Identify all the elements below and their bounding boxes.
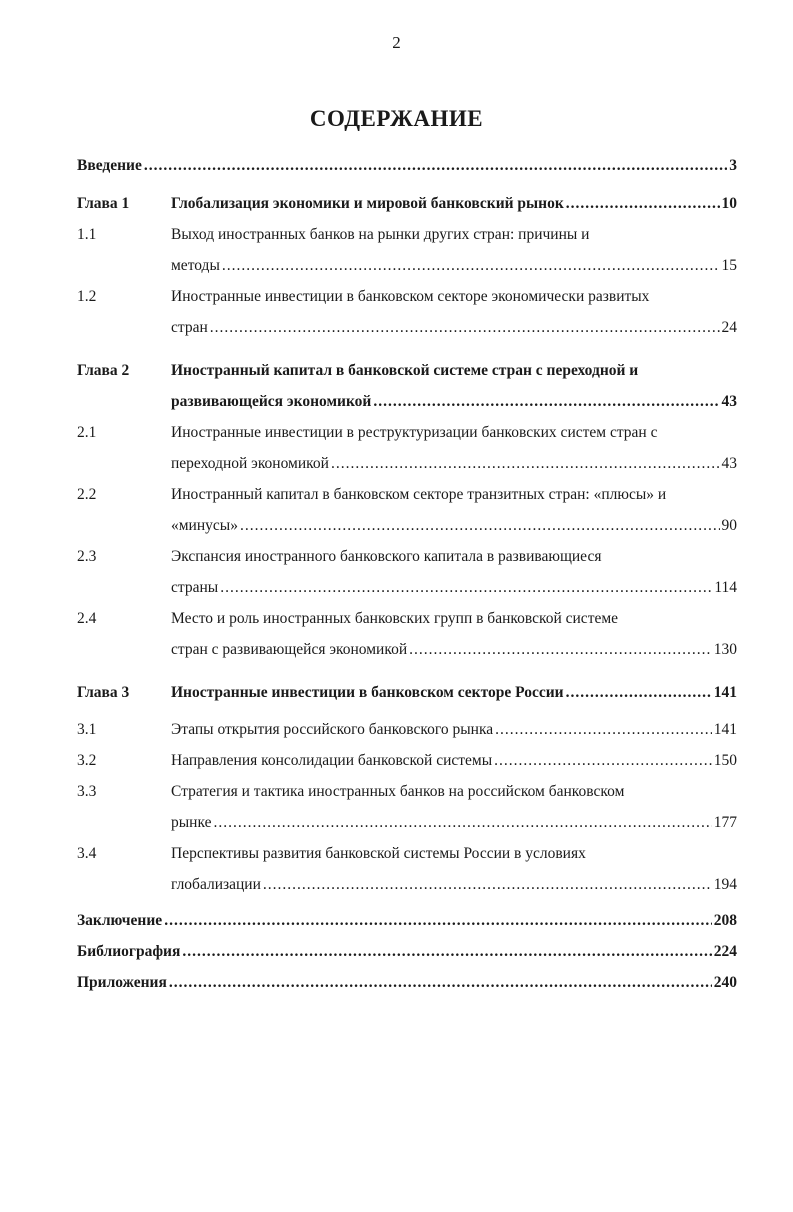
toc-entry-appendices[interactable] bbox=[77, 974, 737, 1005]
dot-leader bbox=[331, 448, 720, 479]
dot-leader bbox=[495, 714, 712, 745]
toc-entry-number: 2.1 bbox=[77, 424, 97, 441]
toc-entry-label-cont: методы bbox=[171, 257, 220, 274]
toc-entry-label: Иностранный капитал в банковской системе стран с переходной и bbox=[171, 362, 639, 379]
page-title: СОДЕРЖАНИЕ bbox=[309, 106, 484, 131]
toc-chapter-1[interactable] bbox=[77, 188, 737, 219]
dot-leader bbox=[263, 869, 712, 900]
toc-entry-number: 2.2 bbox=[77, 486, 97, 503]
toc-entry-page: 24 bbox=[721, 319, 737, 336]
toc-entry-number: 2.3 bbox=[77, 548, 97, 565]
toc-entry-label-cont: стран с развивающейся экономикой bbox=[171, 641, 408, 658]
toc-entry-page: 177 bbox=[713, 814, 737, 831]
page-number: 2 bbox=[392, 33, 401, 52]
toc-entry-label-cont: «минусы» bbox=[171, 517, 238, 534]
toc-section-2-2[interactable] bbox=[77, 479, 737, 541]
toc-entry-page: 224 bbox=[713, 943, 737, 960]
dot-leader bbox=[494, 745, 712, 776]
toc-entry-number: 3.3 bbox=[77, 783, 97, 800]
toc-entry-label-cont: развивающейся экономикой bbox=[171, 393, 372, 410]
toc-entry-label: Введение bbox=[77, 157, 142, 174]
toc-entry-page: 114 bbox=[714, 579, 737, 596]
toc-chapter-2[interactable] bbox=[77, 355, 737, 417]
toc-section-3-2[interactable] bbox=[77, 745, 737, 776]
toc-entry-number: 1.1 bbox=[77, 226, 97, 243]
toc-entry-label-cont: стран bbox=[171, 319, 208, 336]
toc-entry-label: Заключение bbox=[77, 912, 163, 929]
toc-entry-label: Стратегия и тактика иностранных банков на российском банковском bbox=[171, 783, 625, 800]
toc-entry-number: 3.1 bbox=[77, 721, 97, 738]
toc-entry-page: 141 bbox=[713, 684, 737, 701]
toc-entry-label: Глобализация экономики и мировой банковский рынок bbox=[171, 195, 564, 212]
toc-entry-number: Глава 2 bbox=[77, 362, 130, 379]
toc-entry-page: 208 bbox=[713, 912, 737, 929]
toc-entry-label: Иностранные инвестиции в банковском секторе экономически развитых bbox=[171, 288, 650, 305]
toc-entry-number: 2.4 bbox=[77, 610, 97, 627]
toc-section-3-1[interactable] bbox=[77, 714, 737, 745]
dot-leader bbox=[144, 157, 727, 175]
toc-entry-conclusion[interactable] bbox=[77, 912, 737, 943]
toc-entry-page: 141 bbox=[713, 721, 737, 738]
toc-entry-label-cont: страны bbox=[171, 579, 219, 596]
toc-entry-label: Иностранные инвестиции в реструктуризации банковских систем стран с bbox=[171, 424, 658, 441]
toc-entry-page: 15 bbox=[721, 257, 737, 274]
toc-entry-label: Место и роль иностранных банковских групп в банковской системе bbox=[171, 610, 619, 627]
toc-entry-page: 194 bbox=[713, 876, 737, 893]
toc-entry-bibliography[interactable] bbox=[77, 943, 737, 974]
toc-section-3-3[interactable] bbox=[77, 776, 737, 838]
dot-leader bbox=[409, 634, 712, 665]
toc-entry-label: Приложения bbox=[77, 974, 167, 991]
dot-leader bbox=[169, 974, 712, 992]
toc-entry-label: Направления консолидации банковской системы bbox=[171, 752, 493, 769]
toc-entry-number: Глава 3 bbox=[77, 684, 130, 701]
toc-entry-number: 3.2 bbox=[77, 752, 97, 769]
dot-leader bbox=[373, 386, 719, 417]
dot-leader bbox=[210, 312, 720, 343]
toc-entry-label-cont: рынке bbox=[171, 814, 212, 831]
dot-leader bbox=[240, 510, 720, 541]
dot-leader bbox=[566, 188, 720, 219]
toc-entry-label-cont: глобализации bbox=[171, 876, 261, 893]
dot-leader bbox=[222, 250, 720, 281]
dot-leader bbox=[220, 572, 712, 603]
toc-entry-label: Библиография bbox=[77, 943, 181, 960]
dot-leader bbox=[566, 677, 712, 708]
dot-leader bbox=[164, 912, 712, 930]
dot-leader bbox=[182, 943, 711, 961]
toc-entry-page: 240 bbox=[713, 974, 737, 991]
toc-entry-page: 3 bbox=[729, 157, 737, 174]
dot-leader bbox=[213, 807, 711, 838]
toc-chapter-3[interactable] bbox=[77, 677, 737, 708]
toc-entry-label: Иностранный капитал в банковском секторе транзитных стран: «плюсы» и bbox=[171, 486, 667, 503]
toc-section-1-2[interactable] bbox=[77, 281, 737, 343]
toc-entry-number: 3.4 bbox=[77, 845, 97, 862]
toc-section-1-1[interactable] bbox=[77, 219, 737, 281]
toc-entry-label: Перспективы развития банковской системы России в условиях bbox=[171, 845, 586, 862]
toc-entry-number: 1.2 bbox=[77, 288, 97, 305]
toc-entry-page: 43 bbox=[721, 393, 737, 410]
toc-entry-page: 10 bbox=[721, 195, 737, 212]
toc-entry-label: Экспансия иностранного банковского капитала в развивающиеся bbox=[171, 548, 602, 565]
toc-section-2-4[interactable] bbox=[77, 603, 737, 665]
toc-entry-label: Этапы открытия российского банковского рынка bbox=[171, 721, 494, 738]
toc-entry-label-cont: переходной экономикой bbox=[171, 455, 329, 472]
toc-entry-intro[interactable] bbox=[77, 157, 737, 188]
toc-section-3-4[interactable] bbox=[77, 838, 737, 900]
toc-entry-page: 130 bbox=[713, 641, 737, 658]
toc-entry-page: 43 bbox=[721, 455, 737, 472]
table-of-contents bbox=[77, 157, 737, 1005]
toc-section-2-1[interactable] bbox=[77, 417, 737, 479]
toc-section-2-3[interactable] bbox=[77, 541, 737, 603]
toc-entry-label: Иностранные инвестиции в банковском секторе России bbox=[171, 684, 564, 701]
toc-entry-label: Выход иностранных банков на рынки других стран: причины и bbox=[171, 226, 590, 243]
toc-entry-page: 90 bbox=[721, 517, 737, 534]
toc-entry-page: 150 bbox=[713, 752, 737, 769]
toc-entry-number: Глава 1 bbox=[77, 195, 130, 212]
